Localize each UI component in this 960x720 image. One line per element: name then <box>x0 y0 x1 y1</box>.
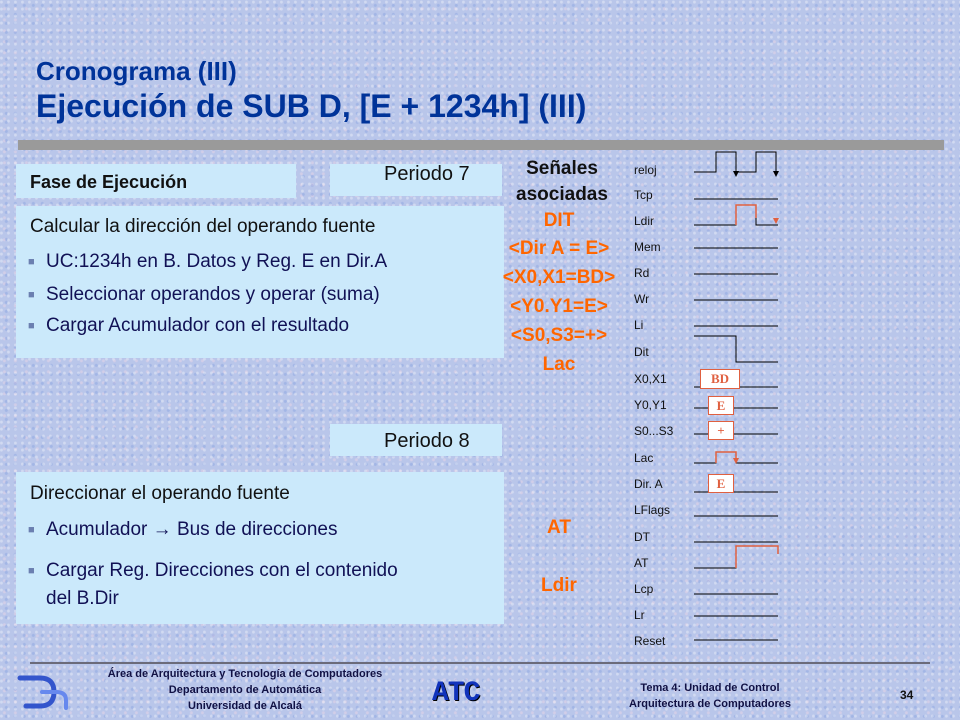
page-number: 34 <box>900 688 914 702</box>
bullet-icon: ■ <box>28 565 35 577</box>
atc-logo: ATC <box>432 678 480 709</box>
timing-label-li: Li <box>634 318 644 332</box>
title-divider <box>18 140 944 150</box>
x0x1-value-box: BD <box>700 369 740 389</box>
signal-period7: Lac <box>542 354 576 375</box>
signals-heading-line2: asociadas <box>516 184 608 205</box>
bullet-icon: ■ <box>28 524 35 536</box>
at-pulse <box>736 546 778 568</box>
signal-period8: Ldir <box>541 575 577 596</box>
period8-bullet: Cargar Reg. Direcciones con el contenido <box>46 560 398 581</box>
ldir-arrow-icon <box>773 218 779 224</box>
lac-pulse <box>716 452 736 463</box>
periodo8-label: Periodo 8 <box>384 430 470 452</box>
periodo7-label: Periodo 7 <box>384 163 470 185</box>
timing-label-lac: Lac <box>634 451 654 465</box>
footer-department: Departamento de Automática <box>168 684 322 696</box>
period8-bullet: Acumulador → Bus de direcciones <box>46 519 338 540</box>
timing-label-tcp: Tcp <box>634 188 653 202</box>
timing-label-reloj: reloj <box>634 163 657 177</box>
timing-label-wr: Wr <box>634 292 650 306</box>
timing-label-lr: Lr <box>634 608 645 622</box>
timing-label-s0s3: S0...S3 <box>634 424 674 438</box>
timing-label-ldir: Ldir <box>634 214 655 228</box>
period7-bullet: Cargar Acumulador con el resultado <box>46 315 350 336</box>
footer-topic: Tema 4: Unidad de Control <box>640 682 780 694</box>
y0y1-value-box: E <box>708 396 734 415</box>
reloj-wave <box>694 152 776 172</box>
signal-period7: <X0,X1=BD> <box>502 267 616 288</box>
s0s3-value-box: + <box>708 421 734 440</box>
dept-logo-icon <box>12 670 72 712</box>
timing-label-mem: Mem <box>634 240 661 254</box>
period7-heading: Calcular la dirección del operando fuente <box>30 216 376 237</box>
signal-period7: DIT <box>543 210 575 231</box>
timing-label-dit: Dit <box>634 345 649 359</box>
fase-label: Fase de Ejecución <box>30 172 188 192</box>
period8-bullet-continued: del B.Dir <box>46 588 119 609</box>
footer-course: Arquitectura de Computadores <box>629 698 791 710</box>
footer-area: Área de Arquitectura y Tecnología de Computadores <box>107 668 383 680</box>
bullet-icon: ■ <box>28 320 35 332</box>
timing-label-dt: DT <box>634 530 650 544</box>
bullet-icon: ■ <box>28 289 35 301</box>
timing-label-at: AT <box>634 556 649 570</box>
signal-period7: <Dir A = E> <box>508 238 610 259</box>
bullet-icon: ■ <box>28 256 35 268</box>
period8-heading: Direccionar el operando fuente <box>30 483 290 504</box>
slide-title: Ejecución de SUB D, [E + 1234h] (III) <box>36 88 587 124</box>
clock-edge-arrow-icon <box>733 171 739 177</box>
signal-period8: AT <box>547 517 571 538</box>
timing-label-y0y1: Y0,Y1 <box>634 398 667 412</box>
slide-subtitle: Cronograma (III) <box>36 56 237 86</box>
timing-diagram <box>690 150 790 650</box>
ldir-pulse <box>736 205 756 225</box>
signal-period7: <S0,S3=+> <box>510 325 608 346</box>
signal-period7: <Y0.Y1=E> <box>510 296 608 317</box>
timing-label-reset: Reset <box>634 634 666 648</box>
timing-label-dira: Dir. A <box>634 477 663 491</box>
timing-label-x0x1: X0,X1 <box>634 372 667 386</box>
timing-label-rd: Rd <box>634 266 650 280</box>
clock-edge-arrow-icon <box>773 171 779 177</box>
signals-heading-line1: Señales <box>526 158 598 179</box>
period7-bullet: UC:1234h en B. Datos y Reg. E en Dir.A <box>46 251 388 272</box>
footer-university: Universidad de Alcalá <box>188 700 302 712</box>
period7-bullet: Seleccionar operandos y operar (suma) <box>46 284 380 305</box>
dira-value-box: E <box>708 474 734 493</box>
timing-label-lcp: Lcp <box>634 582 654 596</box>
timing-label-lflags: LFlags <box>634 503 671 517</box>
dit-wave <box>694 336 778 362</box>
footer-divider <box>30 662 930 664</box>
